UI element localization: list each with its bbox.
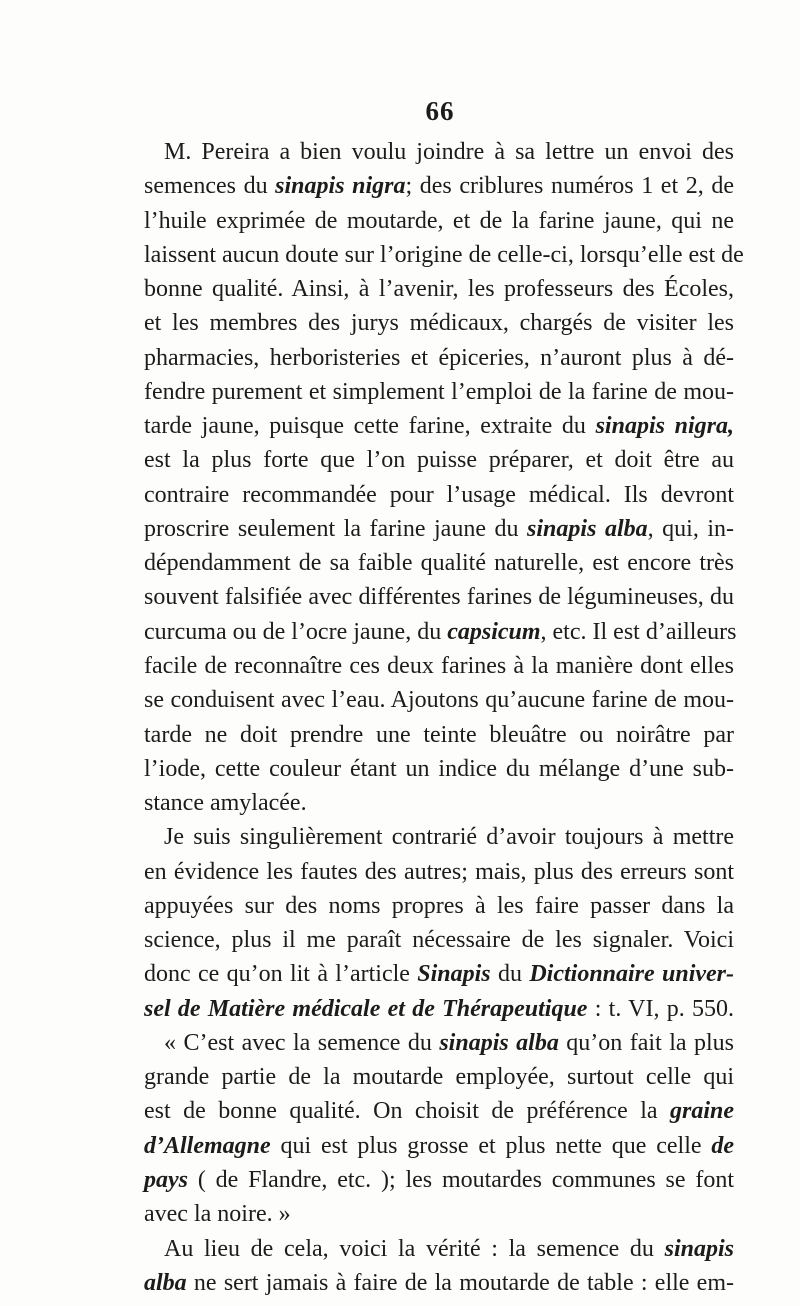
- text-line: [144, 820, 734, 854]
- text-segment: est la plus forte que l’on puisse préparer, et doit être au: [144, 447, 734, 474]
- text-segment: stance amylacée.: [144, 790, 307, 817]
- italic-term: alba: [144, 1269, 187, 1296]
- text-line: [144, 375, 734, 409]
- italic-term: sinapis nigra: [275, 173, 406, 200]
- text-segment: souvent falsifiée avec différentes farines de légumineuses, du: [144, 584, 734, 611]
- text-segment: Je suis singulièrement contrarié d’avoir toujours à mettre: [164, 824, 734, 851]
- text-line: [144, 649, 734, 683]
- text-segment: facile de reconnaître ces deux farines à la manière dont elles: [144, 652, 734, 679]
- text-segment: donc ce qu’on lit à l’article: [144, 961, 418, 988]
- text-segment: « C’est avec la semence du: [164, 1029, 440, 1056]
- body-text: [144, 135, 744, 1300]
- text-line: [144, 204, 734, 238]
- text-line: [144, 306, 734, 340]
- text-line: [144, 718, 734, 752]
- text-segment: M. Pereira a bien voulu joindre à sa lettre un envoi des: [164, 139, 734, 165]
- text-segment: ; des criblures numéros 1 et 2, de: [405, 173, 734, 200]
- italic-term: sel de Matière médicale et de Thérapeutique: [144, 995, 588, 1022]
- text-line: [144, 135, 734, 169]
- text-segment: ( de Flandre, etc. ); les moutardes communes se font: [188, 1166, 734, 1193]
- italic-term: sinapis alba: [527, 515, 648, 542]
- italic-term: capsicum: [447, 618, 541, 645]
- text-line: [144, 786, 734, 820]
- text-line: [144, 1060, 734, 1094]
- text-segment: l’huile exprimée de moutarde, et de la farine jaune, qui ne: [144, 207, 734, 234]
- text-line: [144, 238, 744, 272]
- text-segment: fendre purement et simplement l’emploi de la farine de mou-: [144, 378, 734, 405]
- text-line: [144, 992, 734, 1026]
- text-segment: qui est plus grosse et plus nette que celle: [270, 1132, 712, 1159]
- text-line: [144, 889, 734, 923]
- text-line: [144, 169, 734, 203]
- italic-term: graine: [669, 1098, 734, 1125]
- text-segment: se conduisent avec l’eau. Ajoutons qu’aucune farine de mou-: [144, 687, 734, 714]
- text-segment: : t. VI, p. 550.: [587, 995, 734, 1022]
- text-segment: semences du: [144, 173, 276, 200]
- text-segment: grande partie de la moutarde employée, surtout celle qui: [144, 1064, 734, 1091]
- text-segment: qu’on fait la plus: [558, 1029, 734, 1056]
- text-line: [144, 683, 734, 717]
- text-line: [144, 615, 737, 649]
- text-line: [144, 855, 734, 889]
- text-line: [144, 923, 734, 957]
- text-line: [144, 512, 734, 546]
- italic-term: d’Allemagne: [144, 1132, 271, 1159]
- text-segment: tarde ne doit prendre une teinte bleuâtre ou noirâtre par: [144, 721, 734, 748]
- text-line: [144, 409, 734, 443]
- text-line: [144, 341, 734, 375]
- text-line: [144, 1094, 734, 1128]
- text-segment: , etc. Il est d’ailleurs: [540, 618, 737, 645]
- italic-term: de: [711, 1132, 734, 1159]
- text-segment: bonne qualité. Ainsi, à l’avenir, les professeurs des Écoles,: [144, 276, 734, 303]
- text-line: [144, 1129, 734, 1163]
- text-segment: curcuma ou de l’ocre jaune, du: [144, 618, 448, 645]
- text-line: [144, 1026, 734, 1060]
- italic-term: sinapis nigra,: [595, 413, 734, 440]
- text-segment: et les membres des jurys médicaux, chargés de visiter les: [144, 310, 734, 337]
- text-segment: contraire recommandée pour l’usage médical. Ils devront: [144, 481, 734, 508]
- text-segment: proscrire seulement la farine jaune du: [144, 515, 528, 542]
- text-line: [144, 546, 734, 580]
- text-line: [144, 1197, 734, 1231]
- text-line: [144, 580, 734, 614]
- text-segment: avec la noire. »: [144, 1201, 291, 1228]
- italic-term: sinapis alba: [439, 1029, 559, 1056]
- text-segment: , qui, in-: [647, 515, 735, 542]
- text-segment: dépendamment de sa faible qualité naturelle, est encore très: [144, 550, 734, 577]
- text-segment: en évidence les fautes des autres; mais, plus des erreurs sont: [144, 858, 734, 885]
- text-segment: Au lieu de cela, voici la vérité : la semence du: [164, 1235, 665, 1262]
- italic-term: sinapis: [664, 1235, 734, 1262]
- text-segment: l’iode, cette couleur étant un indice du mélange d’une sub-: [144, 755, 734, 782]
- text-line: [144, 272, 734, 306]
- page-number: 66: [425, 96, 455, 126]
- italic-term: pays: [144, 1166, 188, 1193]
- text-line: [144, 957, 734, 991]
- text-line: [144, 1163, 734, 1197]
- italic-term: Dictionnaire univer-: [529, 961, 735, 988]
- text-segment: ne sert jamais à faire de la moutarde de table : elle em-: [186, 1269, 734, 1296]
- text-segment: science, plus il me paraît nécessaire de les signaler. Voici: [144, 927, 734, 954]
- text-line: [144, 1266, 734, 1300]
- text-segment: est de bonne qualité. On choisit de préférence la: [144, 1098, 670, 1125]
- text-segment: appuyées sur des noms propres à les faire passer dans la: [144, 892, 734, 919]
- text-line: [144, 478, 734, 512]
- text-segment: du: [490, 961, 530, 988]
- text-segment: tarde jaune, puisque cette farine, extraite du: [144, 413, 596, 440]
- text-line: [144, 752, 734, 786]
- text-line: [144, 443, 734, 477]
- text-segment: laissent aucun doute sur l’origine de celle-ci, lorsqu’elle est de: [144, 241, 744, 268]
- italic-term: Sinapis: [417, 961, 491, 988]
- text-line: [144, 1232, 734, 1266]
- text-segment: pharmacies, herboristeries et épiceries, n’auront plus à dé-: [144, 344, 734, 371]
